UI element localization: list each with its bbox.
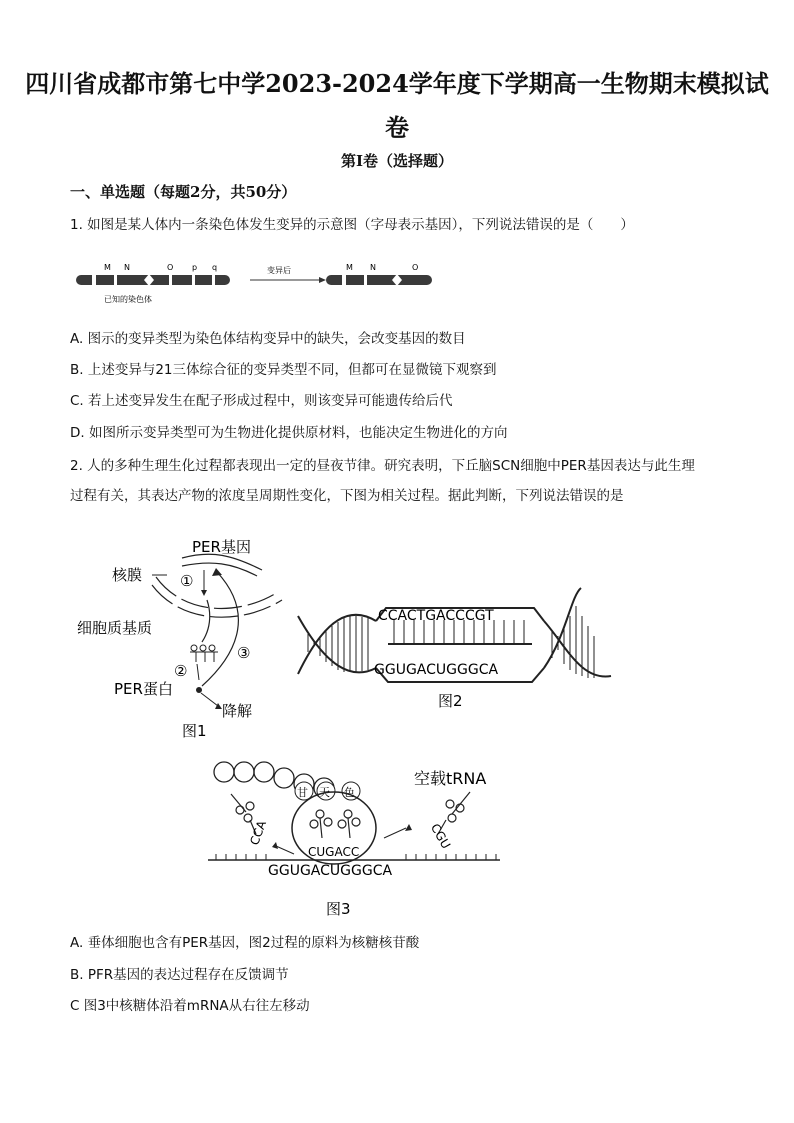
figure1-caption: 图1 — [182, 722, 207, 740]
q2-figure2 — [296, 586, 614, 710]
empty-trna-label: 空载tRNA — [414, 769, 487, 788]
step2-label: ② — [174, 662, 188, 680]
q1-stem: 1. 如图是某人体内一条染色体发生变异的示意图（字母表示基因），下列说法错误的是（ ） — [70, 217, 634, 233]
per-protein-label: PER蛋白 — [114, 680, 173, 698]
gene-label-M2: M — [346, 263, 353, 272]
rna-strand: GGUGACUGGGCA — [374, 662, 499, 678]
chromosome-after — [326, 263, 432, 286]
transformation-arrow — [250, 265, 326, 283]
q2-figure3 — [206, 758, 506, 920]
per-gene-label: PER基因 — [192, 538, 251, 556]
figure3-caption: 图3 — [326, 900, 351, 918]
peptide-chain — [214, 762, 334, 798]
dna-template-strand: CCACTGACCCGT — [378, 608, 494, 624]
degrade-label: 降解 — [222, 702, 253, 720]
anticodon-right: CGU — [427, 821, 454, 852]
gene-label-p1: p — [192, 263, 198, 272]
ribosomes — [190, 645, 218, 662]
anticodon-left: CCA — [247, 818, 269, 848]
gene-label-O1: O — [167, 263, 174, 272]
trna-inside — [310, 810, 360, 838]
amino-acid-3: 色 — [344, 786, 355, 799]
chromosome-before — [76, 263, 230, 304]
q2-stem-line1: 2. 人的多种生理生化过程都表现出一定的昼夜节律。研究表明，下丘脑SCN细胞中PER基因表达与此生理 — [70, 458, 695, 474]
step3-label: ③ — [237, 644, 251, 662]
q2-option-a: A. 垂体细胞也含有PER基因，图2过程的原料为核糖核苷酸 — [70, 935, 420, 951]
arrow-label: 变异后 — [267, 266, 291, 275]
gene-label-N1: N — [124, 263, 130, 272]
q1-chromosome-figure — [74, 258, 444, 308]
figure2-caption: 图2 — [438, 692, 463, 710]
cytoplasm-label: 细胞质基质 — [77, 619, 153, 637]
step1-label: ① — [180, 572, 194, 590]
gene-label-O2: O — [412, 263, 419, 272]
helix-right-rungs — [552, 606, 594, 678]
per-protein-dot — [196, 687, 202, 693]
q2-figure1 — [72, 530, 302, 740]
q1-option-a: A. 图示的变异类型为染色体结构变异中的缺失，会改变基因的数目 — [70, 331, 466, 347]
gene-label-N2: N — [370, 263, 376, 272]
q2-option-c: C 图3中核糖体沿着mRNA从右往左移动 — [70, 998, 310, 1014]
q2-stem-line2: 过程有关，其表达产物的浓度呈周期性变化，下图为相关过程。据此判断，下列说法错误的是 — [70, 488, 624, 504]
gene-label-M1: M — [104, 263, 111, 272]
chromosome-caption: 已知的染色体 — [104, 295, 152, 304]
document-title-line1: 四川省成都市第七中学2023-2024学年度下学期高一生物期末模拟试 — [25, 69, 769, 98]
q2-option-b: B. PFR基因的表达过程存在反馈调节 — [70, 967, 289, 983]
gene-label-q1: q — [212, 263, 218, 272]
anticodon-middle: CUGACC — [308, 845, 360, 859]
document-title-line2: 卷 — [385, 113, 409, 142]
question-group-heading: 一、单选题（每题2分，共50分） — [70, 183, 297, 201]
amino-acid-2: 天 — [319, 786, 330, 799]
q1-option-b: B. 上述变异与21三体综合征的变异类型不同，但都可在显微镜下观察到 — [70, 362, 497, 378]
q1-option-d: D. 如图所示变异类型可为生物进化提供原材料，也能决定生物进化的方向 — [70, 425, 508, 441]
section-title: 第Ⅰ卷（选择题） — [340, 152, 454, 170]
q1-option-c: C. 若上述变异发生在配子形成过程中，则该变异可能遗传给后代 — [70, 393, 453, 409]
amino-acid-1: 甘 — [297, 786, 308, 799]
mrna-sequence: GGUGACUGGGCA — [268, 863, 393, 879]
nuclear-membrane-label: 核膜 — [112, 566, 143, 584]
